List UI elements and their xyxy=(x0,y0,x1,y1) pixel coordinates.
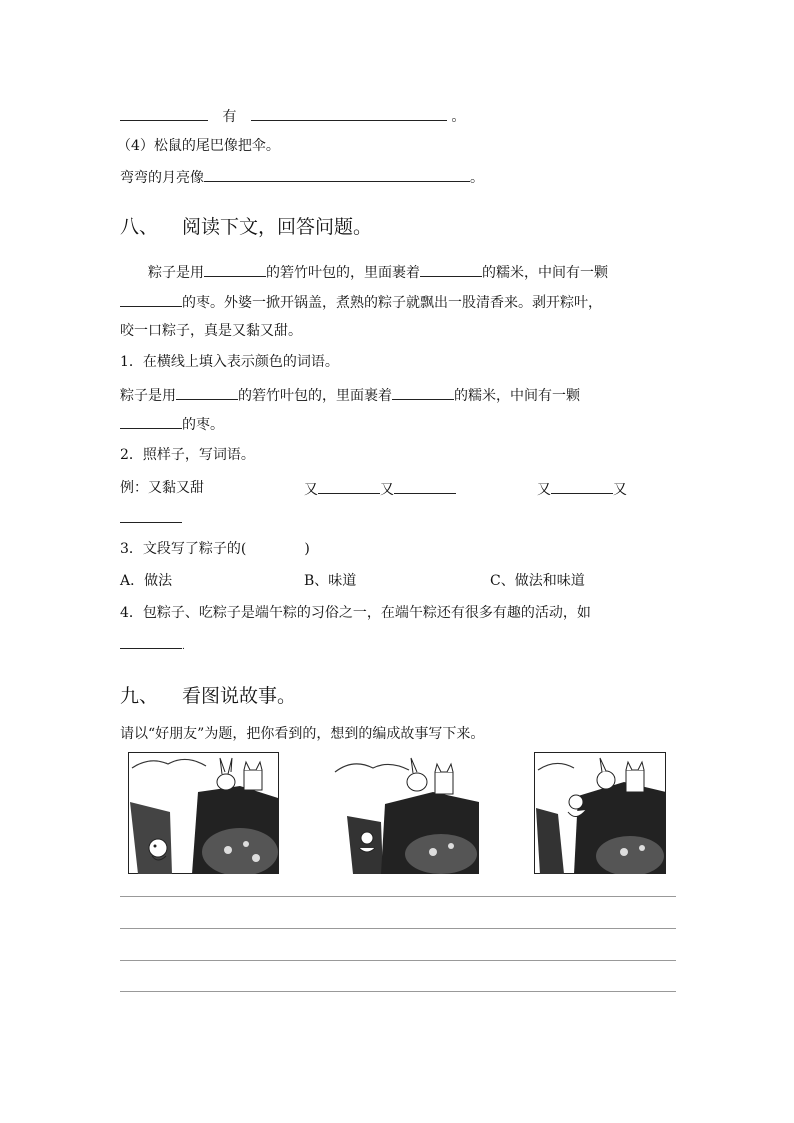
q2-wrap-blank[interactable] xyxy=(120,508,182,528)
moon-sentence: 弯弯的月亮像 。 xyxy=(120,167,484,187)
writing-line[interactable] xyxy=(120,896,676,897)
passage-line-1: 粽子是用 的箬竹叶包的，里面裹着 的糯米，中间有一颗 xyxy=(148,262,608,282)
blank[interactable] xyxy=(120,106,208,121)
blank[interactable] xyxy=(120,292,182,307)
q3-option-c[interactable]: C、做法和味道 xyxy=(490,573,585,589)
passage-line-3: 咬一口粽子，真是又黏又甜。 xyxy=(120,323,302,339)
blank[interactable] xyxy=(420,262,482,277)
blank[interactable] xyxy=(120,634,182,649)
writing-line[interactable] xyxy=(120,928,676,929)
passage-line-2: 的枣。外婆一掀开锅盖，煮熟的粽子就飘出一股清香来。剥开粽叶， xyxy=(120,292,602,312)
comic-panel-1 xyxy=(128,752,279,874)
blank[interactable] xyxy=(204,167,470,182)
q4-blank: . xyxy=(120,634,185,656)
q2-title: 2．照样子，写词语。 xyxy=(120,447,255,463)
q2-example: 例：又黏又甜 xyxy=(120,480,204,496)
comic-panel-3 xyxy=(534,752,666,874)
blank[interactable] xyxy=(120,508,182,523)
item-4: （4）松鼠的尾巴像把伞。 xyxy=(117,138,280,154)
blank[interactable] xyxy=(120,414,182,429)
blank[interactable] xyxy=(204,262,266,277)
section-9-heading: 九、 看图说故事。 xyxy=(120,685,297,707)
q3-option-b[interactable]: B、味道 xyxy=(304,573,357,589)
blank[interactable] xyxy=(318,479,380,494)
q1-line-1: 粽子是用 的箬竹叶包的，里面裹着 的糯米，中间有一颗 xyxy=(120,385,580,405)
q3-title: 3．文段写了粽子的( ) xyxy=(120,541,310,557)
blank[interactable] xyxy=(394,479,456,494)
fill-line-1: 有 。 xyxy=(120,106,465,126)
q2-item-2: 又 又 xyxy=(537,479,627,499)
blank[interactable] xyxy=(392,385,454,400)
q1-title: 1．在横线上填入表示颜色的词语。 xyxy=(120,354,339,370)
q3-option-a[interactable]: A．做法 xyxy=(120,573,173,589)
q2-item-1: 又 又 xyxy=(304,479,456,499)
comic-panel-2 xyxy=(329,752,479,874)
blank[interactable] xyxy=(251,106,447,121)
section-8-heading: 八、 阅读下文，回答问题。 xyxy=(120,216,373,238)
q1-line-2: 的枣。 xyxy=(120,414,224,434)
writing-line[interactable] xyxy=(120,991,676,992)
writing-line[interactable] xyxy=(120,960,676,961)
blank[interactable] xyxy=(551,479,613,494)
blank[interactable] xyxy=(176,385,238,400)
section-9-prompt: 请以“好朋友”为题，把你看到的，想到的编成故事写下来。 xyxy=(120,726,485,742)
q4-title: 4．包粽子、吃粽子是端午粽的习俗之一，在端午粽还有很多有趣的活动，如 xyxy=(120,605,591,621)
